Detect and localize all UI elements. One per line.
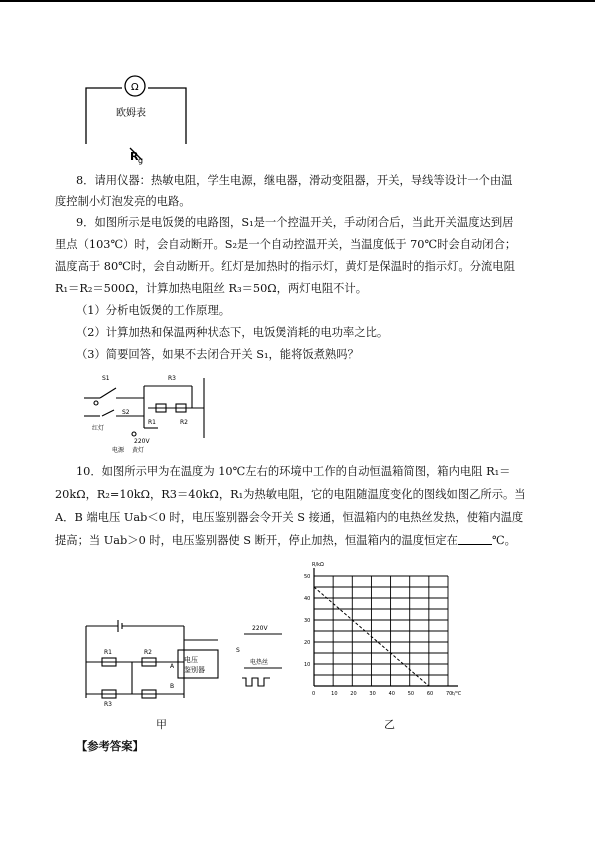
label-voltage: 220V [134, 438, 150, 445]
jia-detector-2: 鉴别器 [184, 666, 205, 674]
q9-line-1: 9．如图所示是电饭煲的电路图，S₁是一个控温开关，手动闭合后，当此开关温度达到居 [76, 216, 514, 229]
resistor-label: R [130, 150, 139, 163]
q8-line-2: 度控制小灯泡发亮的电路。 [55, 195, 191, 208]
q9-sub-3: （3）简要回答，如果不去闭合开关 S₁，能将饭煮熟吗？ [76, 348, 359, 361]
x-axis-label: t/℃ [452, 691, 462, 697]
page-top-rule [0, 0, 595, 2]
q10-line-3: A．B 端电压 Uab＜0 时，电压鉴别器会令开关 S 接通，恒温箱内的电热丝发热，使箱内温度 [55, 511, 524, 524]
q9-sub-1: （1）分析电饭煲的工作原理。 [76, 304, 231, 317]
x-tick-label: 10 [331, 691, 338, 697]
q9-line-2: 里点（103℃）时，会自动断开。S₂是一个自动控温开关，当温度低于 70℃时会自动闭合； [55, 238, 517, 251]
answer-heading: 【参考答案】 [76, 739, 144, 753]
q8-line-1: 8．请用仪器：热敏电阻，学生电源，继电器，滑动变阻器，开关，导线等设计一个由温 [76, 174, 513, 187]
y-tick-label: 40 [304, 596, 311, 602]
q10-line-1: 10．如图所示甲为在温度为 10℃左右的环境中工作的自动恒温箱简图，箱内电阻 R₁＝ [76, 465, 511, 478]
jia-label-heater: 电热丝 [250, 659, 269, 666]
x-tick-label: 40 [388, 691, 395, 697]
label-r2: R2 [180, 419, 188, 426]
meter-label: 欧姆表 [116, 108, 146, 119]
q9-line-3: 温度高于 80℃时，会自动断开。红灯是加热时的指示灯，黄灯是保温时的指示灯。分流电阻 [55, 260, 515, 273]
jia-label-a: A [170, 663, 175, 670]
jia-label-r1: R1 [104, 649, 112, 656]
resistance-temperature-chart [284, 560, 462, 700]
label-red-lamp: 红灯 [92, 425, 105, 432]
jia-label-ac: 220V [252, 625, 268, 632]
label-yellow-lamp: 黄灯 [132, 447, 145, 454]
y-tick-label: 10 [304, 662, 311, 668]
jia-detector-1: 电压 [184, 656, 198, 664]
label-s2: S2 [122, 409, 130, 416]
resistor-subscript: g [138, 156, 144, 165]
x-tick-label: 20 [350, 691, 357, 697]
answer-blank [458, 533, 492, 545]
q9-sub-2: （2）计算加热和保温两种状态下，电饭煲消耗的电功率之比。 [76, 326, 389, 339]
meter-symbol: Ω [131, 82, 139, 93]
rice-cooker-circuit-figure [82, 368, 214, 456]
jia-label-b: B [170, 683, 175, 690]
jia-label-r2: R2 [144, 649, 152, 656]
caption-yi: 乙 [384, 718, 395, 731]
q10-line-2: 20kΩ，R₂=10kΩ，R3＝40kΩ，R₁为热敏电阻，它的电阻随温度变化的图线如图乙所示。当 [55, 488, 526, 501]
y-tick-label: 50 [304, 574, 311, 580]
x-tick-label: 30 [369, 691, 376, 697]
q9-line-4: R₁＝R₂＝500Ω，计算加热电阻丝 R₃＝50Ω，两灯电阻不计。 [55, 282, 368, 295]
y-tick-label: 30 [304, 618, 311, 624]
x-tick-label: 60 [426, 691, 434, 697]
q10-line-4 [55, 532, 516, 549]
q10-line-4-text: 提高；当 Uab＞0 时，电压鉴别器使 S 断开，停止加热，恒温箱内的温度恒定在 [55, 534, 458, 547]
x-tick-label: 70 [446, 691, 453, 697]
caption-jia: 甲 [156, 718, 167, 731]
q10-line-4-unit: ℃。 [491, 534, 516, 547]
jia-label-s: S [236, 647, 240, 654]
y-tick-label: 20 [304, 640, 311, 646]
jia-label-r3: R3 [104, 701, 112, 708]
label-r3: R3 [168, 375, 176, 382]
label-s1: S1 [102, 375, 110, 382]
ohmmeter-circuit-figure [80, 68, 200, 168]
x-tick-label: 0 [312, 691, 316, 697]
x-tick-label: 50 [407, 691, 415, 697]
thermostat-circuit-figure [84, 616, 284, 708]
y-axis-label: R/kΩ [312, 562, 324, 568]
label-supply: 电源 [112, 447, 125, 454]
label-r1: R1 [148, 419, 156, 426]
